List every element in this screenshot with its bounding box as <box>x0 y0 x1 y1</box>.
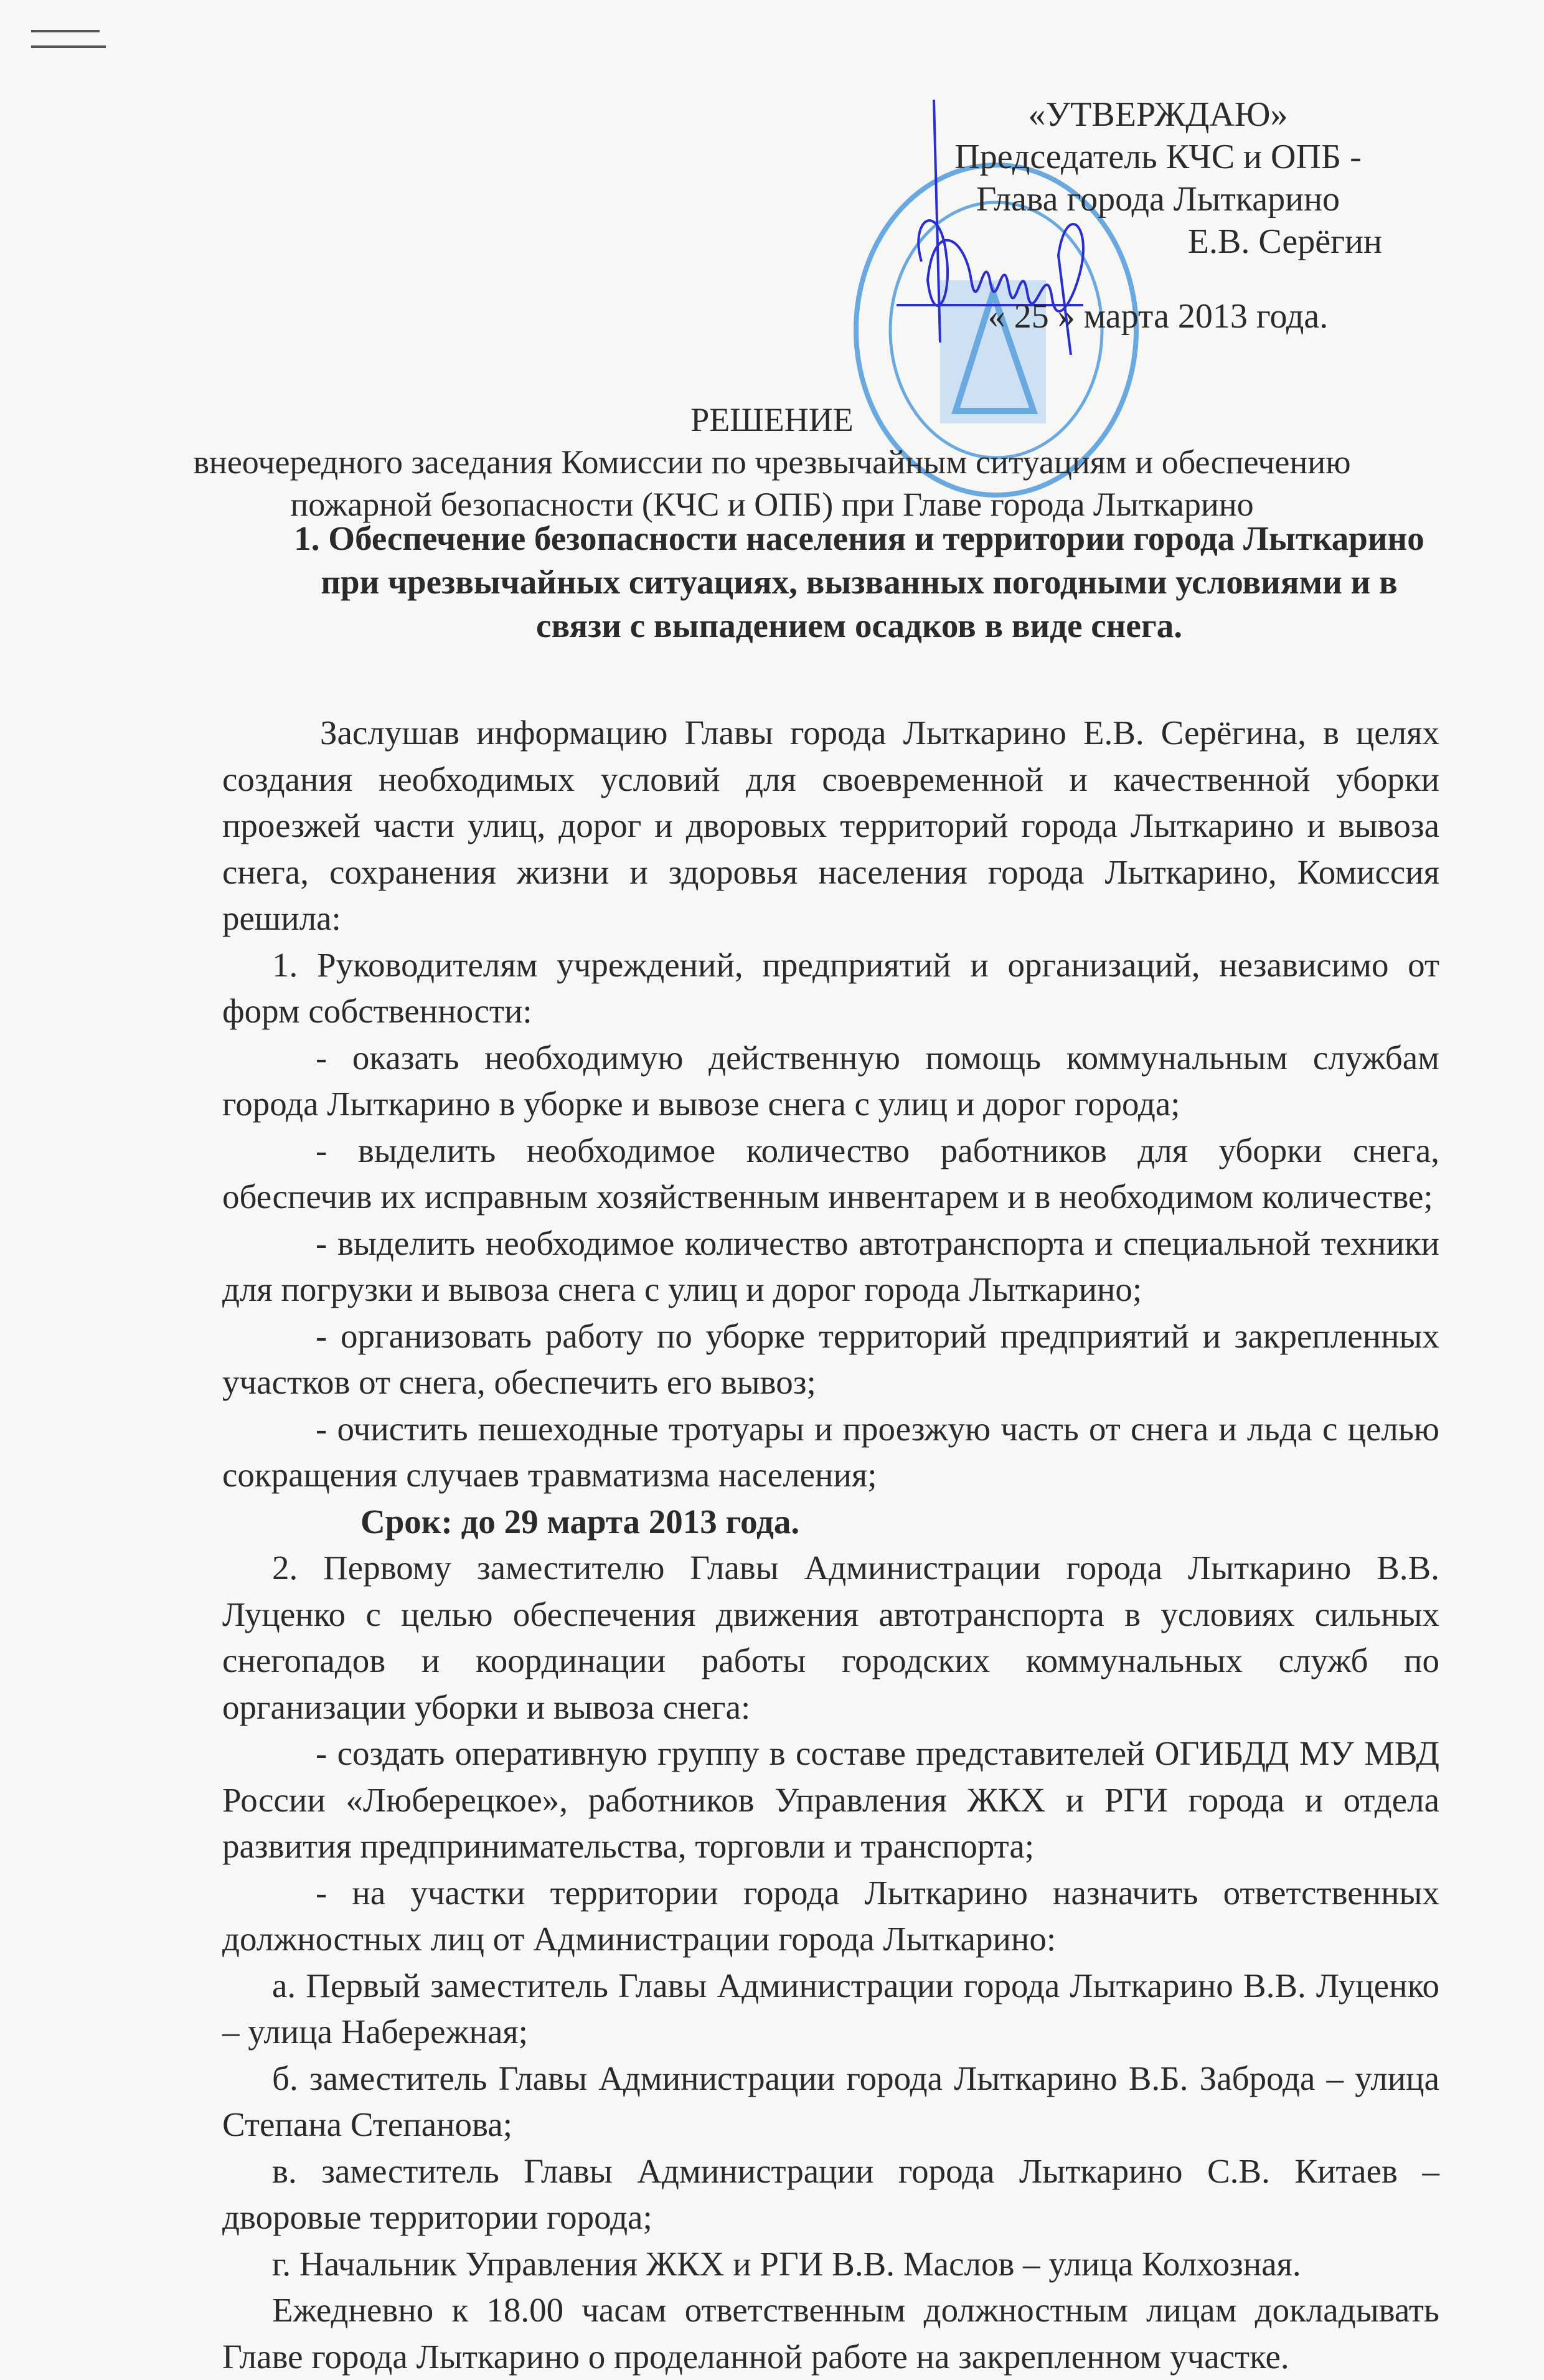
paragraph: Ежедневно к 18.00 часам ответственным должностным лицам докладывать Главе города Лыткарино о проделанной работе на закрепленном участке. <box>222 2291 1439 2376</box>
list-item: г. Начальник Управления ЖКХ и РГИ В.В. Маслов – улица Колхозная. <box>272 2244 1301 2283</box>
title-line: пожарной безопасности (КЧС и ОПБ) при Главе города Лыткарино <box>290 486 1254 523</box>
list-item: - организовать работу по уборке территорий предприятий и закрепленных участков от снега, обеспечить его вывоз; <box>222 1316 1439 1401</box>
list-item: в. заместитель Главы Администрации города Лыткарино С.В. Китаев – дворовые территории города; <box>222 2151 1439 2236</box>
paragraph: 2. Первому заместителю Главы Администрации города Лыткарино В.В. Луценко с целью обеспечения движения автотранспорта в условиях сильных снегопадов и координации работы городских коммунальных служб по организации уборки и вывоза снега: <box>222 1549 1439 1726</box>
approver-position-2: Глава города Лыткарино <box>976 180 1340 219</box>
document-body <box>222 710 1439 2380</box>
list-item: - оказать необходимую действенную помощь коммунальным службам города Лыткарино в уборке и вывозе снега с улиц и дорог города; <box>222 1038 1439 1123</box>
approval-block <box>934 93 1382 338</box>
title-heading: РЕШЕНИЕ <box>690 401 854 438</box>
section-heading <box>268 517 1451 648</box>
approver-position: Председатель КЧС и ОПБ - <box>954 138 1362 176</box>
document-title <box>187 399 1357 526</box>
paragraph: Заслушав информацию Главы города Лыткарино Е.В. Серёгина, в целях создания необходимых условий для своевременной и качественной уборки проезжей части улиц, дорог и дворовых территорий города Лыткарино и вывоза снега, сохранения жизни и здоровья населения города Лыткарино, Комиссия решила: <box>222 714 1439 937</box>
list-item: - выделить необходимое количество работников для уборки снега, обеспечив их исправным хозяйственным инвентарем и в необходимом количестве; <box>222 1131 1439 1216</box>
list-item: б. заместитель Главы Администрации города Лыткарино В.Б. Заброда – улица Степана Степанова; <box>222 2059 1439 2143</box>
section-line: при чрезвычайных ситуациях, вызванных погодными условиями и в <box>321 563 1398 601</box>
approve-label: «УТВЕРЖДАЮ» <box>1028 95 1288 134</box>
list-item: - очистить пешеходные тротуары и проезжую часть от снега и льда с целью сокращения случаев травматизма населения; <box>222 1409 1439 1494</box>
title-line: внеочередного заседания Комиссии по чрезвычайным ситуациям и обеспечению <box>193 443 1351 481</box>
list-item: а. Первый заместитель Главы Администрации города Лыткарино В.В. Луценко – улица Набережная; <box>222 1966 1439 2051</box>
list-item: - на участки территории города Лыткарино назначить ответственных должностных лиц от Администрации города Лыткарино: <box>222 1873 1439 1958</box>
section-line: связи с выпадением осадков в виде снега. <box>536 607 1182 645</box>
scan-mark <box>25 19 112 56</box>
deadline: Срок: до 29 марта 2013 года. <box>360 1502 800 1541</box>
list-item: - создать оперативную группу в составе представителей ОГИБДД МУ МВД России «Люберецкое», работников Управления ЖКХ и РГИ города и отдела развития предпринимательства, торговли и транспорта; <box>222 1734 1439 1865</box>
approver-name: Е.В. Серёгин <box>1187 222 1382 261</box>
approval-date: « 25 » марта 2013 года. <box>987 297 1329 336</box>
paragraph: 1. Руководителям учреждений, предприятий и организаций, независимо от форм собственности: <box>222 945 1439 1030</box>
list-item: - выделить необходимое количество автотранспорта и специальной техники для погрузки и вывоза снега с улиц и дорог города Лыткарино; <box>222 1224 1439 1308</box>
section-line: 1. Обеспечение безопасности населения и территории города Лыткарино <box>294 519 1424 557</box>
